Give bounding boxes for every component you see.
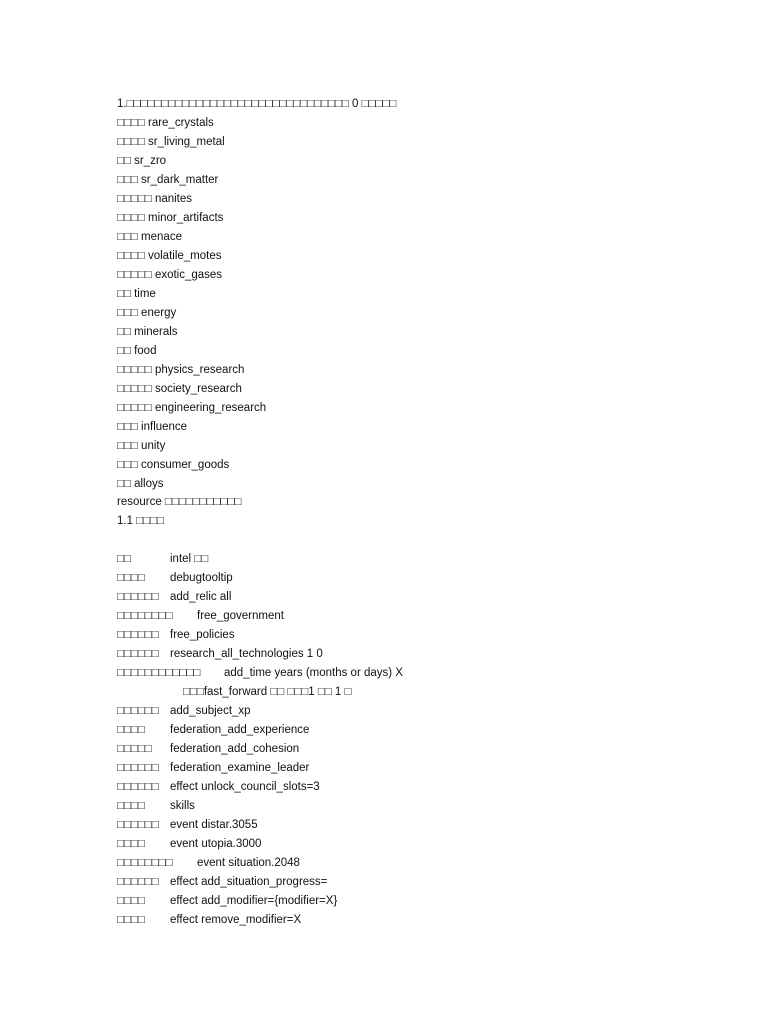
resource-line (117, 135, 225, 149)
command-desc-zh: □□□□ (117, 572, 145, 584)
command-line (117, 685, 351, 699)
section-title: 1.1 □□□□ (117, 515, 164, 527)
resource-code: minerals (134, 326, 178, 338)
command-line (117, 818, 258, 832)
resource-code: alloys (134, 478, 164, 490)
resource-name-zh: □□ (117, 288, 135, 300)
resource-line (117, 154, 166, 168)
resource-code: time (134, 288, 156, 300)
resource-line (117, 344, 156, 358)
command-code: event situation.2048 (197, 857, 300, 869)
command-desc-zh: □□□□□□□□ (117, 610, 173, 622)
command-desc-zh: □□□□□□□□ (117, 857, 173, 869)
command-desc-zh: □□□□□□ (117, 705, 159, 717)
command-line (117, 552, 208, 566)
resource-name-zh: □□ (117, 326, 135, 338)
command-desc-zh: □□□□□□ (117, 591, 159, 603)
resource-line (117, 477, 164, 491)
command-line (117, 894, 337, 908)
resource-line (117, 249, 222, 263)
command-code: event distar.3055 (170, 819, 258, 831)
command-desc-zh: □□□□ (117, 914, 145, 926)
resource-code: society_research (154, 383, 242, 395)
command-code: free_government (197, 610, 284, 622)
command-code: intel □□ (170, 553, 209, 565)
resource-line (117, 173, 218, 187)
resource-line (117, 287, 156, 301)
resource-name-zh: □□□ (117, 459, 142, 471)
resource-code: energy (141, 307, 177, 319)
command-desc-zh: □□□□□□ (117, 781, 159, 793)
resource-code: influence (141, 421, 188, 433)
command-code: effect add_situation_progress= (170, 876, 328, 888)
command-line (117, 856, 300, 870)
resource-line (117, 268, 222, 282)
command-code: free_policies (170, 629, 235, 641)
command-line (117, 723, 309, 737)
command-desc-zh: □□□□ (117, 838, 145, 850)
command-line (117, 571, 233, 585)
resource-code: sr_living_metal (147, 136, 225, 148)
command-code: effect unlock_council_slots=3 (170, 781, 320, 793)
resource-line (117, 420, 187, 434)
command-line (117, 761, 309, 775)
command-desc-zh: □□□□□□ (117, 876, 159, 888)
resource-line (117, 325, 178, 339)
resource-code: minor_artifacts (147, 212, 224, 224)
resource-code: sr_dark_matter (141, 174, 219, 186)
resource-line (117, 382, 242, 396)
resource-code: volatile_motes (147, 250, 222, 262)
command-line (117, 780, 320, 794)
resource-name-zh: □□□ (117, 421, 142, 433)
resource-name-zh: □□□□□ (117, 402, 155, 414)
command-line (117, 704, 251, 718)
resource-name-zh: □□□ (117, 174, 142, 186)
resource-name-zh: □□ (117, 478, 135, 490)
command-code: effect add_modifier={modifier=X} (170, 895, 338, 907)
resource-name-zh: □□□ (117, 440, 142, 452)
resource-line (117, 306, 176, 320)
resource-name-zh: □□ (117, 345, 135, 357)
command-code: add_relic all (170, 591, 232, 603)
command-desc-zh: □□□□□□ (117, 648, 159, 660)
command-line (117, 913, 301, 927)
command-line (117, 666, 403, 680)
resource-line (117, 458, 229, 472)
command-code: event utopia.3000 (170, 838, 262, 850)
resource-name-zh: □□□□ (117, 250, 148, 262)
command-code: debugtooltip (170, 572, 233, 584)
resource-name-zh: □□□□□ (117, 269, 155, 281)
resource-name-zh: □□□ (117, 231, 142, 243)
resource-code: menace (141, 231, 182, 243)
resource-line (117, 116, 214, 130)
resource-code: unity (141, 440, 166, 452)
command-code: federation_add_cohesion (170, 743, 300, 755)
intro-text: 1.□□□□□□□□□□□□□□□□□□□□□□□□□□□□□□□□ 0 □□□□□ (117, 98, 397, 110)
resource-line (117, 363, 244, 377)
resource-line (117, 230, 182, 244)
command-desc-zh: □□□□ (117, 800, 145, 812)
command-desc-zh: □□□□□□ (117, 819, 159, 831)
resource-code: engineering_research (154, 402, 267, 414)
resource-name-zh: □□□ (117, 307, 142, 319)
resource-name-zh: □□□□ (117, 136, 148, 148)
resource-code: exotic_gases (154, 269, 223, 281)
command-line (117, 742, 299, 756)
resource-code: nanites (154, 193, 193, 205)
command-line (117, 609, 284, 623)
command-desc-zh: □□ (117, 553, 131, 565)
resource-name-zh: □□□□□ (117, 383, 155, 395)
command-code: research_all_technologies 1 0 (170, 648, 323, 660)
command-desc-zh: □□□□□ (117, 743, 152, 755)
command-line (117, 875, 327, 889)
resource-line (117, 439, 165, 453)
resource-code: food (134, 345, 157, 357)
command-code: federation_add_experience (170, 724, 310, 736)
resource-code: sr_zro (134, 155, 167, 167)
command-code: add_subject_xp (170, 705, 251, 717)
command-desc-zh: □□□□□□ (117, 762, 159, 774)
command-code: add_time years (months or days) X (224, 667, 403, 679)
resource-name-zh: □□□□□ (117, 364, 155, 376)
resource-name-zh: □□ (117, 155, 135, 167)
command-code: skills (170, 800, 195, 812)
resource-name-zh: □□□□□ (117, 193, 155, 205)
command-code: federation_examine_leader (170, 762, 310, 774)
resource-note: resource □□□□□□□□□□□ (117, 496, 242, 508)
command-code: effect remove_modifier=X (170, 914, 302, 926)
resource-code: rare_crystals (147, 117, 214, 129)
command-code: □□□fast_forward □□ □□□1 □□ 1 □ (183, 686, 352, 698)
command-line (117, 590, 231, 604)
resource-name-zh: □□□□ (117, 212, 148, 224)
command-desc-zh: □□□□ (117, 724, 145, 736)
command-line (117, 799, 195, 813)
resource-code: physics_research (154, 364, 245, 376)
command-line (117, 837, 261, 851)
command-desc-zh: □□□□□□ (117, 629, 159, 641)
command-line (117, 628, 235, 642)
command-line (117, 647, 323, 661)
resource-line (117, 401, 266, 415)
command-desc-zh: □□□□ (117, 895, 145, 907)
resource-name-zh: □□□□ (117, 117, 148, 129)
resource-line (117, 192, 192, 206)
resource-code: consumer_goods (141, 459, 230, 471)
resource-line (117, 211, 223, 225)
command-desc-zh: □□□□□□□□□□□□ (117, 667, 201, 679)
